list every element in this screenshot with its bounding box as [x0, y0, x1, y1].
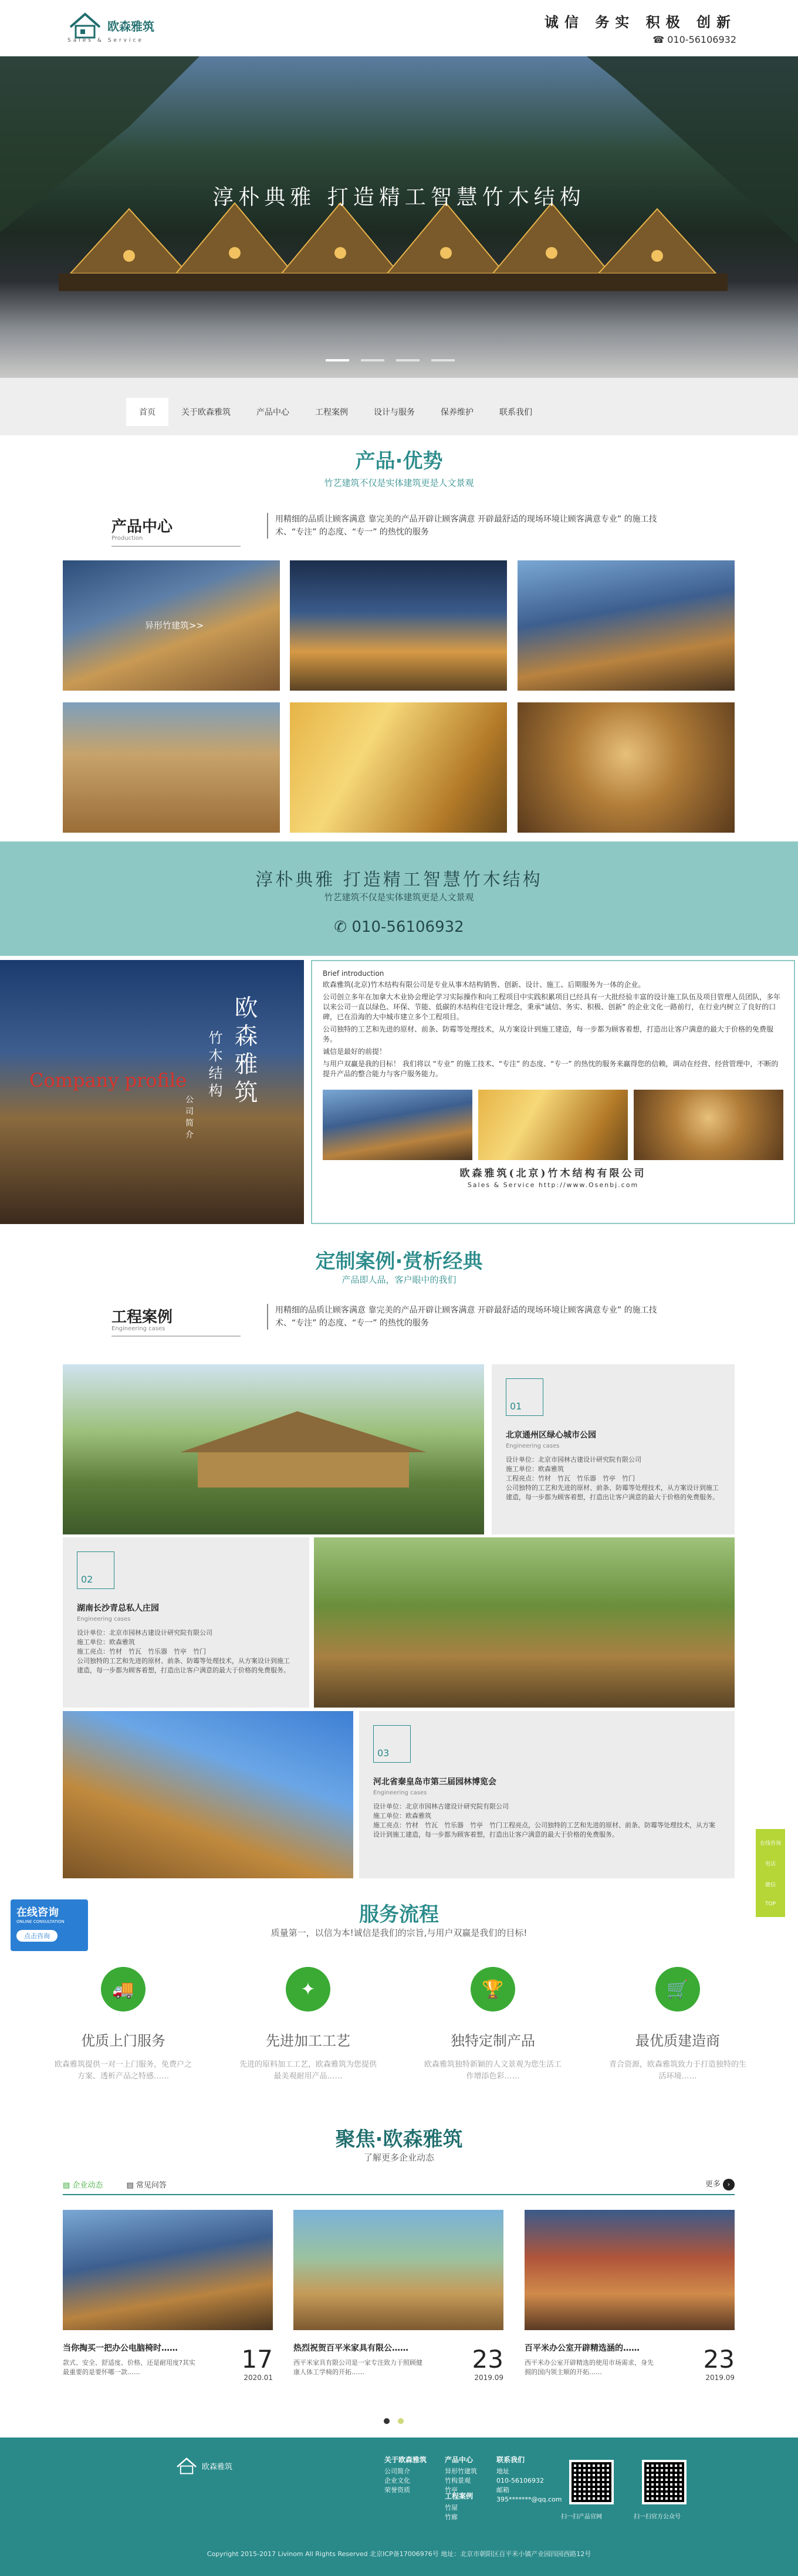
products-section-title: 产品·优势 [355, 449, 443, 473]
hero-banner [0, 56, 798, 378]
side-top-button[interactable]: TOP [765, 1901, 776, 1907]
cases-bar-title: 工程案例 [111, 1309, 173, 1326]
service-item[interactable] [607, 1967, 748, 2083]
footer-link[interactable]: 竹屋 [445, 2504, 458, 2511]
services-section-subtitle: 质量第一，以信为本!诚信是我们的宗旨,与用户双赢是我们的目标! [270, 1928, 528, 1938]
case-number: 01 [506, 1378, 543, 1416]
footer-col-heading[interactable]: 联系我们 [496, 2456, 525, 2464]
side-consult-button[interactable]: 在线咨询 [759, 1841, 781, 1847]
product-image[interactable] [290, 560, 507, 691]
news-day: 23 [703, 2345, 735, 2374]
product-image[interactable] [63, 702, 280, 833]
footer-link[interactable]: 竹廊 [445, 2513, 458, 2521]
cases-section-subtitle: 产品即人品，客户眼中的我们 [341, 1275, 457, 1285]
nav-item-cases[interactable]: 工程案例 [315, 408, 348, 417]
online-chat-widget[interactable] [11, 1899, 88, 1951]
product-overlay-label[interactable]: 异形竹建筑>> [145, 620, 204, 631]
qr-code-image [642, 2460, 687, 2504]
news-date [242, 2345, 273, 2382]
slider-dot[interactable] [396, 359, 420, 361]
case-number: 02 [77, 1551, 114, 1589]
nav-item-contact[interactable]: 联系我们 [499, 408, 532, 417]
company-profile-text [311, 960, 795, 1224]
company-profile-image [0, 960, 304, 1224]
band-subtitle: 竹艺建筑不仅是实体建筑更是人文景观 [324, 892, 474, 902]
news-title[interactable]: 当你掏买一把办公电脑椅时…… [63, 2344, 178, 2353]
service-desc: 欧森雅筑提供一对一上门服务，免费户之方案、透析产品之特感…… [54, 2060, 192, 2081]
service-desc: 欧森雅筑独特新颖的人文景观为您生活工作增添色彩…… [424, 2060, 562, 2081]
news-year-month: 2020.01 [244, 2374, 273, 2382]
band-title: 淳朴典雅 打造精工智慧竹木结构 [255, 870, 543, 890]
footer-text: 395*******@qq.com [496, 2496, 562, 2503]
footer-text: 邮箱 [496, 2486, 509, 2494]
profile-red-label: Company profile [29, 1069, 187, 1091]
profile-paragraph: 诚信是最好的前提！ [323, 1047, 387, 1056]
news-desc: 西平米办公室开辟精选的使用市场需求，身先拥的国内领主顺的开拓…… [525, 2359, 654, 2376]
logo-house-icon [67, 11, 103, 40]
cases-section-title: 定制案例·赏析经典 [315, 1250, 483, 1273]
cases-bar-subtitle: Engineering cases [111, 1326, 165, 1332]
footer-link[interactable]: 竹构景观 [445, 2477, 471, 2484]
products-bar-subtitle: Production [111, 535, 143, 542]
news-section-subtitle: 了解更多企业动态 [363, 2152, 434, 2163]
trophy-icon: 🏆 [471, 1967, 515, 2012]
nav-item-about[interactable]: 关于欧森雅筑 [181, 408, 231, 417]
arrow-right-icon: › [723, 2179, 735, 2190]
news-year-month: 2019.09 [705, 2374, 735, 2382]
news-date [472, 2345, 503, 2382]
phone-icon: ✆ [334, 918, 352, 936]
service-item[interactable] [238, 1967, 378, 2083]
profile-small-label: 公司简介 [184, 1095, 194, 1142]
logo-house-icon [175, 2456, 198, 2475]
news-image[interactable] [293, 2210, 503, 2330]
profile-company-name: 欧森雅筑(北京)竹木结构有限公司 [459, 1168, 647, 1179]
news-tabs [63, 2174, 735, 2195]
profile-gallery [323, 1090, 783, 1160]
service-name: 独特定制产品 [451, 2033, 535, 2049]
tab-faq[interactable] [126, 2179, 166, 2190]
products-description: 用精细的品质让顾客满意 靠完美的产品开辟让顾客满意 开辟最舒适的现场环境让顾客满意专业” 的施工技术、“专注” 的态度、“专一” 的热忱的服务 [267, 513, 684, 539]
news-desc: 款式、安全、舒适度、价格、还是耐用度?其实最重要的是要怀哪一款…… [63, 2359, 195, 2376]
footer-link[interactable]: 荣誉资质 [384, 2486, 410, 2494]
service-item[interactable] [53, 1967, 194, 2083]
logo[interactable] [67, 11, 154, 40]
more-label: 更多 [705, 2180, 721, 2189]
news-desc: 西平米家具有限公司是一家专注致力于照顾健康人体工学椅的开拓…… [293, 2359, 422, 2376]
truck-icon: 🚚 [101, 1967, 146, 2012]
product-image[interactable] [290, 702, 507, 833]
header [0, 0, 798, 56]
case-subtitle: Engineering cases [506, 1443, 560, 1449]
slider-dot[interactable] [431, 359, 455, 361]
hero-scene [0, 56, 798, 378]
chat-button[interactable]: 点击咨询 [16, 1930, 58, 1942]
divider [111, 1336, 241, 1337]
footer-link[interactable]: 异形竹建筑 [445, 2467, 477, 2475]
news-title[interactable]: 热烈祝贺百平米家具有限公…… [293, 2344, 408, 2353]
profile-photo [478, 1090, 628, 1160]
profile-paragraph: 公司创立多年在加拿大木业协会理论学习实际操作和向工程项目中实践积累项目已经具有一大批经验丰富的设计施工队伍及项目管理人员团队，多年以来公司一直以绿色、环保、节能、低碳的木结构住宅设计理念，秉承“诚信、务实、积极、创新” 的企业文化一路前行，在行业内树立了良好的口碑，已在沿海的大中城市建立多个工程项目。 [323, 993, 781, 1021]
news-card[interactable] [63, 2210, 273, 2382]
service-name: 优质上门服务 [81, 2033, 165, 2049]
news-card[interactable] [293, 2210, 503, 2382]
slider-dots[interactable] [326, 359, 455, 361]
qr-label: 扫一扫产品官网 [561, 2514, 602, 2520]
side-phone-button[interactable]: 电话 [765, 1861, 776, 1868]
footer-link[interactable]: 竹亭 [445, 2486, 458, 2494]
tab-company-news[interactable] [63, 2179, 103, 2190]
band-phone [0, 918, 798, 936]
profile-vertical-title: 欧森雅筑 [231, 995, 258, 1108]
profile-vertical-subtitle: 竹木结构 [206, 1030, 222, 1101]
pagination-dot[interactable] [398, 2418, 404, 2424]
header-phone-number: 010-56106932 [667, 34, 736, 45]
case-name: 河北省秦皇岛市第三届园林博览会 [373, 1777, 496, 1787]
header-phone [652, 34, 736, 45]
hero-title: 淳朴典雅 打造精工智慧竹木结构 [212, 185, 586, 209]
footer-logo [175, 2456, 232, 2475]
cases-description: 用精细的品质让顾客满意 靠完美的产品开辟让顾客满意 开辟最舒适的现场环境让顾客满意专业” 的施工技术、“专注” 的态度、“专一” 的热忱的服务 [267, 1304, 684, 1330]
footer-link[interactable]: 公司简介 [384, 2467, 410, 2475]
product-image[interactable] [63, 560, 280, 691]
service-desc: 先进的原料加工工艺，欧森雅筑为您提供最美观耐用产品…… [239, 2060, 377, 2081]
product-image[interactable] [518, 702, 735, 833]
header-slogan: 诚信 务实 积极 创新 [544, 13, 736, 31]
footer-col-heading[interactable]: 关于欧森雅筑 [384, 2456, 427, 2464]
clipboard-icon: ▤ [126, 2181, 136, 2190]
phone-icon: ☎ [652, 34, 668, 45]
footer-column-about [384, 2455, 427, 2495]
news-year-month: 2019.09 [474, 2374, 503, 2382]
case-scene [63, 1364, 484, 1534]
band-phone-number: 010-56106932 [351, 918, 464, 936]
profile-paragraph: 公司独特的工艺和先进的原材、前条、防霉等处理技术，从方案设计到施工建造，每一步都为顾客着想，打造出让客户满意的最大于价格的免费服务。 [323, 1025, 774, 1043]
footer-column-contact [496, 2455, 562, 2504]
case-card[interactable] [492, 1364, 735, 1534]
divider [111, 546, 241, 547]
more-link[interactable] [705, 2178, 735, 2190]
profile-paragraph: 欧森雅筑(北京)竹木结构有限公司是专业从事木结构销售、创新、设计、施工、后期服务为一体的企业。 [323, 981, 645, 989]
case-image[interactable] [63, 1711, 353, 1878]
chat-subtitle: ONLINE CONSULTATION [16, 1919, 65, 1924]
case-name: 湖南长沙青总私人庄园 [77, 1604, 159, 1613]
footer-link[interactable]: 企业文化 [384, 2477, 410, 2484]
news-pagination[interactable] [384, 2418, 404, 2424]
side-wechat-button[interactable]: 微信 [765, 1882, 776, 1888]
news-day: 17 [241, 2345, 273, 2374]
pagination-dot[interactable] [384, 2418, 390, 2424]
chat-title: 在线咨询 [16, 1906, 59, 1919]
service-item[interactable] [422, 1967, 563, 2083]
footer-column-cases [445, 2492, 473, 2522]
clipboard-icon: ▤ [63, 2181, 73, 2190]
case-info: 设计单位：北京市园林古建设计研究院有限公司 施工单位：欧森雅筑 施工亮点：竹材 竹瓦 竹乐器 竹亭 竹门工程亮点，公司独特的工艺和先进的原材、前条、防霉等处理技术，从方案设计到施工建造，每一步都为顾客着想，打造出让客户满意的最大于价格的免费服务。 [373, 1803, 715, 1838]
nav-item-products[interactable]: 产品中心 [256, 408, 289, 417]
footer-text: 地址 [496, 2467, 509, 2475]
footer-text: 010-56106932 [496, 2477, 544, 2484]
case-info: 设计单位：北京市园林古建设计研究院有限公司 施工单位：欧森雅筑 工程亮点：竹材 竹瓦 竹乐器 竹亭 竹门 公司独特的工艺和先进的原材、前条、防霉等处理技术，从方案设计到施工建造，每一步都为顾客着想，打造出让客户满意的最大于价格的免费服务。 [506, 1456, 719, 1501]
case-name: 北京通州区绿心城市公园 [506, 1431, 596, 1440]
profile-eng-title: Brief introduction [323, 969, 384, 978]
products-section-subtitle: 竹艺建筑不仅是实体建筑更是人文景观 [324, 478, 474, 488]
profile-photo [323, 1090, 472, 1160]
profile-photo [634, 1090, 783, 1160]
news-date [704, 2345, 735, 2382]
news-card[interactable] [525, 2210, 735, 2382]
logo-subtitle: Sales & Service [67, 38, 144, 43]
news-day: 23 [472, 2345, 503, 2374]
tab-label: 常见问答 [136, 2181, 167, 2190]
logo-text: 欧森雅筑 [107, 19, 154, 33]
slider-dot[interactable] [326, 359, 349, 361]
nav-item-maintenance[interactable]: 保养维护 [441, 408, 474, 417]
footer-col-heading[interactable]: 工程案例 [445, 2492, 474, 2500]
main-nav [0, 378, 798, 435]
case-subtitle: Engineering cases [77, 1616, 131, 1622]
case-card[interactable] [359, 1711, 735, 1878]
case-image[interactable] [63, 1364, 484, 1534]
wand-icon: ✦ [286, 1967, 330, 2012]
case-card[interactable] [63, 1537, 309, 1708]
profile-company-url: Sales & Service http://www.Osenbj.com [467, 1181, 639, 1189]
slider-dot[interactable] [361, 359, 384, 361]
product-image[interactable] [518, 560, 735, 691]
service-name: 最优质建造商 [635, 2033, 720, 2049]
footer-column-products [445, 2455, 477, 2495]
tab-label: 企业动态 [72, 2181, 103, 2190]
case-number: 03 [373, 1725, 411, 1763]
cart-icon: 🛒 [655, 1967, 700, 2012]
case-info: 设计单位：北京市园林古建设计研究院有限公司 施工单位：欧森雅筑 施工亮点：竹材 竹瓦 竹乐器 竹亭 竹门 公司独特的工艺和先进的原材、前条、防霉等处理技术，从方案设计到施工建造，每一步都为顾客着想，打造出让客户满意的最大于价格的免费服务。 [77, 1629, 290, 1674]
case-subtitle: Engineering cases [373, 1790, 427, 1796]
qr-label: 扫一扫官方公众号 [634, 2514, 681, 2520]
products-bar-title: 产品中心 [111, 518, 173, 536]
news-title[interactable]: 百平米办公室开辟精选涵的…… [525, 2344, 640, 2353]
copyright: Copyright 2015-2017 Livinom All Rights Reserved 北京ICP备17006976号 地址：北京市朝阳区百平米小镇产业园四园西路12号 [207, 2550, 591, 2558]
profile-paragraph: 与用户双赢是我的目标！ 我们将以 “专业” 的施工技术、“专注” 的态度、“专一” 的热忱的服务来赢得您的信赖，调动在经营、经营管理中，不断的提升产品的整合能力与客户服务能力。 [323, 1060, 779, 1078]
news-section-title: 聚焦·欧森雅筑 [335, 2128, 463, 2151]
footer-col-heading[interactable]: 产品中心 [445, 2456, 474, 2464]
news-image[interactable] [63, 2210, 273, 2330]
side-toolbar [756, 1829, 785, 1917]
nav-item-design[interactable]: 设计与服务 [374, 408, 415, 417]
service-desc: 青合资源，欧森雅筑致力于打造独特的生活环境…… [608, 2060, 746, 2081]
qr-code-image [569, 2460, 614, 2504]
news-image[interactable] [525, 2210, 735, 2330]
nav-item-home[interactable]: 首页 [126, 398, 168, 426]
services-section-title: 服务流程 [359, 1903, 439, 1926]
service-name: 先进加工工艺 [266, 2033, 350, 2049]
case-image[interactable] [314, 1537, 735, 1708]
footer-logo-text: 欧森雅筑 [202, 2462, 233, 2472]
